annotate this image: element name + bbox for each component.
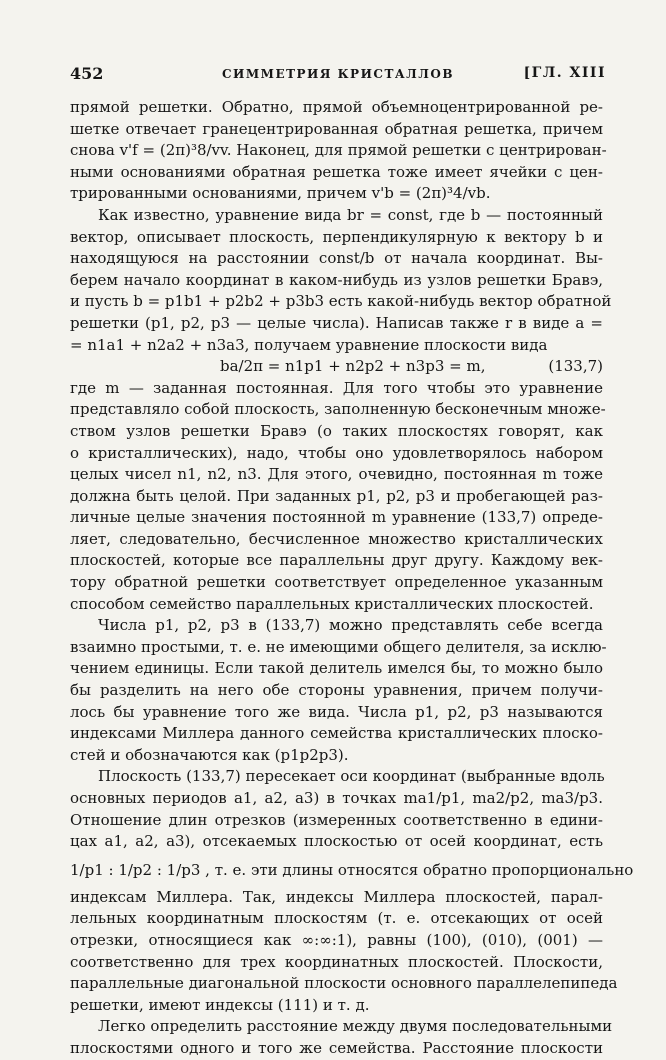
body-text	[70, 97, 634, 1060]
running-title: СИММЕТРИЯ КРИСТАЛЛОВ	[221, 67, 454, 81]
text-line: находящуюся на расстоянии const/b от начала координат. Вы-	[70, 249, 603, 268]
text-line: прямой решетки. Обратно, прямой объемноцентрированной ре-	[70, 98, 603, 116]
page-header	[70, 64, 606, 86]
text-line: = n1a1 + n2a2 + n3a3, получаем уравнение плоскости вида	[70, 335, 548, 354]
text-line: берем начало координат в каком-нибудь из узлов решетки Бравэ,	[70, 270, 603, 289]
page-number: 452	[70, 64, 104, 83]
text-line: шетке отвечает гранецентрированная обратная решетка, причем	[70, 119, 603, 138]
text-line: соответственно для трех координатных плоскостей. Плоскости,	[70, 952, 603, 971]
text-line: чением единицы. Если такой делитель имелся бы, то можно было	[70, 659, 603, 678]
text-line: где m — заданная постоянная. Для того чтобы это уравнение	[70, 378, 603, 397]
text-line: и пусть b = p1b1 + p2b2 + p3b3 есть какой-нибудь вектор обратной	[70, 292, 612, 311]
equation-formula: ba/2π = n1p1 + n2p2 + n3p3 = m,	[220, 357, 486, 376]
text-line: Как известно, уравнение вида br = const, где b — постоянный	[98, 205, 603, 224]
text-line: лельных координатным плоскостям (т. е. отсекающих от осей	[70, 909, 603, 928]
text-line: цах a1, a2, a3), отсекаемых плоскостью от осей координат, есть	[70, 832, 603, 851]
text-line: ством узлов решетки Бравэ (о таких плоскостях говорят, как	[70, 421, 603, 440]
text-line-fraction: 1/p1 : 1/p2 : 1/p3 , т. е. эти длины относятся обратно пропорционально	[70, 860, 634, 879]
text-line: индексам Миллера. Так, индексы Миллера плоскостей, парал-	[70, 887, 603, 906]
text-line: ными основаниями обратная решетка тоже имеет ячейки с цен-	[70, 162, 603, 181]
text-line: стей и обозначаются как (p1p2p3).	[70, 745, 349, 764]
text-line: тору обратной решетки соответствует определенное указанным	[70, 573, 603, 592]
text-line: снова v'f = (2π)³8/vv. Наконец, для прямой решетки с центрирован-	[70, 141, 607, 160]
text-line: личные целые значения постоянной m уравнение (133,7) опреде-	[70, 508, 603, 527]
text-line: Плоскость (133,7) пересекает оси координат (выбранные вдоль	[98, 767, 605, 786]
text-line: вектор, описывает плоскость, перпендикулярную к вектору b и	[70, 227, 603, 246]
text-line: параллельные диагональной плоскости основного параллелепипеда	[70, 974, 618, 993]
text-line: трированными основаниями, причем v'b = (2π)³4/vb.	[70, 184, 491, 203]
equation-number: (133,7)	[548, 357, 603, 376]
text-line: лось бы уравнение того же вида. Числа p1, p2, p3 называются	[70, 702, 603, 721]
text-line: должна быть целой. При заданных p1, p2, p3 и пробегающей раз-	[70, 486, 603, 505]
text-line: Отношение длин отрезков (измеренных соответственно в едини-	[70, 810, 603, 829]
text-line: решетки (p1, p2, p3 — целые числа). Написав также r в виде a =	[70, 313, 603, 332]
text-line: индексами Миллера данного семейства кристаллических плоско-	[70, 724, 603, 743]
text-line: решетки, имеют индексы (111) и т. д.	[70, 995, 370, 1014]
text-line: ляет, следовательно, бесчисленное множество кристаллических	[70, 529, 603, 548]
text-line: способом семейство параллельных кристаллических плоскостей.	[70, 594, 594, 613]
text-line: отрезки, относящиеся как ∞:∞:1), равны (100), (010), (001) —	[70, 930, 603, 949]
text-line: основных периодов a1, a2, a3) в точках ma1/p1, ma2/p2, ma3/p3.	[70, 789, 603, 807]
text-line: плоскостей, которые все параллельны друг другу. Каждому век-	[70, 551, 603, 570]
text-line: взаимно простыми, т. е. не имеющими общего делителя, за исклю-	[70, 637, 607, 656]
text-line: Числа p1, p2, p3 в (133,7) можно представлять себе всегда	[98, 616, 603, 635]
equation-133-7	[70, 356, 603, 378]
text-line: целых чисел n1, n2, n3. Для этого, очевидно, постоянная m тоже	[70, 465, 603, 484]
text-line: бы разделить на него обе стороны уравнения, причем получи-	[70, 681, 603, 700]
text-line: представляло собой плоскость, заполненную бесконечным множе-	[70, 400, 606, 419]
text-line: Легко определить расстояние между двумя последовательными	[98, 1017, 613, 1036]
text-line: плоскостями одного и того же семейства. Расстояние плоскости	[70, 1038, 603, 1057]
text-line: о кристаллических), надо, чтобы оно удовлетворялось набором	[70, 443, 603, 462]
chapter-label: [ГЛ. XIII	[523, 65, 606, 81]
